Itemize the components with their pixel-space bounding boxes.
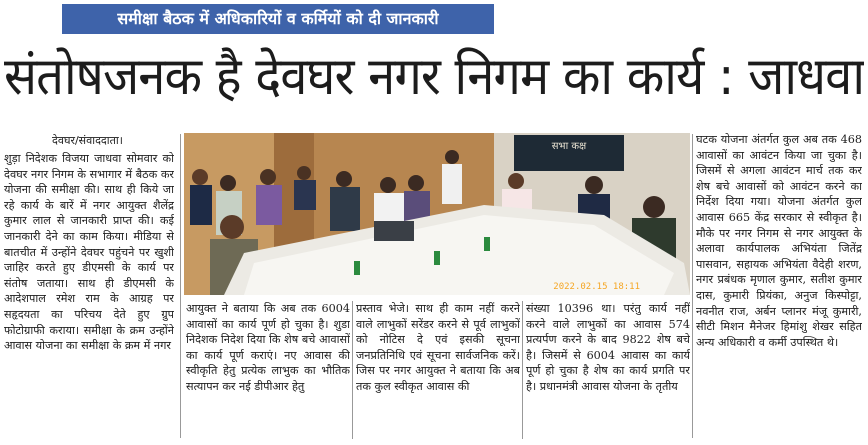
laptop [374, 221, 414, 241]
byline: देवघर/संवाददाता। [52, 134, 123, 147]
article-column-1 [4, 151, 174, 441]
column-rule [522, 301, 523, 439]
article-text: शुड़ा निदेशक विजया जाधवा सोमवार को देवघर नगर निगम के सभागार में बैठक कर योजना की समीक्षा की। साथ ही किये जा रहे कार्य के बारें में नगर आयुक्त शैलेंद्र कुमार लाल से जानकारी प्राप्त की। कई जानकारी देने का काम किया। मीडिया से बातचीत में उन्होंने देवघर पहुंचने पर खुशी जाहिर करते हुए डीएमसी के कार्य पर संतोष जताया। साथ ही डीएमसी के आदेशपाल रमेश राम के आग्रह पर सहृदयता का परिचय देते हुए ग्रुप फोटोग्राफी कराया। समीक्षा के क्रम उन्होंने आवास योजना का समीक्षा के क्रम में नगर [4, 152, 174, 353]
column-rule [180, 134, 181, 438]
headline: संतोषजनक है देवघर नगर निगम का कार्य : जाधवा [4, 47, 864, 107]
meeting-photo [184, 133, 690, 295]
photo-timestamp: 2022.02.15 18:11 [553, 282, 640, 292]
article-text: संख्या 10396 था। परंतु कार्य नहीं करने वाले लाभुकों का आवास 574 प्रत्यर्पण करने के बाद 9822 शेष बचे है। जिसमें से 6004 आवास का कार्य पूर्ण हो चुका है शेष का कार्य प्रगति पर है। प्रधानमंत्री आवास योजना के तृतीय [526, 302, 690, 393]
meeting-photo-illustration [184, 133, 690, 295]
wall-sign-text: सभा कक्ष [551, 141, 587, 152]
article-column-3 [356, 301, 520, 441]
article-text: आयुक्त ने बताया कि अब तक 6004 आवासों का कार्य पूर्ण हो चुका है। शुडा निदेशक निदेश दिया कि शेष बचे आवासों का कार्य पूर्ण कराएं। नए आवास की स्वीकृति हेतु प्रत्येक लाभुक का भौतिक सत्यापन कर नई डीपीआर हेतु [186, 302, 350, 393]
kicker-banner: समीक्षा बैठक में अधिकारियों व कर्मियों को दी जानकारी [62, 4, 494, 34]
column-rule [352, 301, 353, 439]
column-rule [692, 134, 693, 438]
article-text: प्रस्ताव भेजे। साथ ही काम नहीं करने वाले लाभुकों सरेंडर करने से पूर्व लाभुकों को नोटिस दे एवं इसकी सूचना जनप्रतिनिधि एवं सूचना सार्वजनिक करें। जिस पर नगर आयुक्त ने बताया कि अब तक कुल स्वीकृत आवास की [356, 302, 520, 393]
article-column-2 [186, 301, 350, 441]
article-column-5 [696, 132, 862, 441]
article-text: घटक योजना अंतर्गत कुल अब तक 468 आवासों का आवंटन किया जा चुका है। जिसमें से अगला आवंटन मार्च तक कर शेष बचे आवासों को आवंटन करने का निर्देश दिया गया। योजना अंतर्गत कुल आवास 665 केंद्र सरकार से स्वीकृत है। मौके पर नगर निगम से नगर आयुक्त के अलावा कार्यपालक अभियंता जितेंद्र पासवान, सहायक अभियंता वैदेही शरण, नगर प्रबंधक मृणाल कुमार, सतीश कुमार दास, कुमारी प्रियंका, अनुज किस्पोट्टा, नवनीत राज, अर्बन प्लानर मंजू कुमारी, सीटी मिशन मैनेजर हिमांशु शेखर सहित अन्य अधिकारी व कर्मी उपस्थित थे। [696, 133, 862, 349]
article-column-4 [526, 301, 690, 441]
